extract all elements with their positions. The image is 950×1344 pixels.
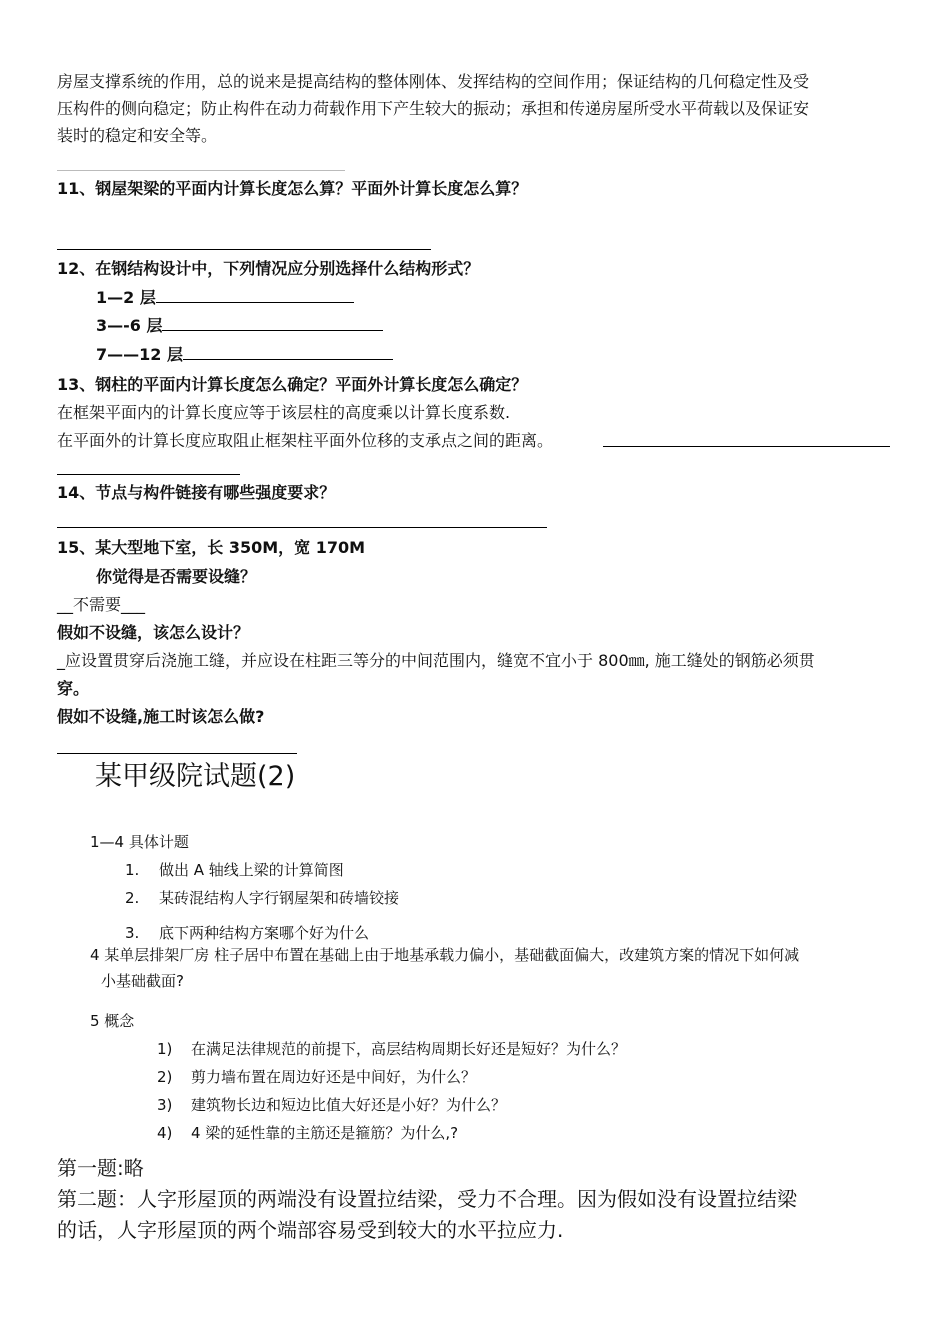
list-item-text: 某砖混结构人字行钢屋架和砖墙铰接	[159, 889, 400, 907]
q15-answer-2-line-2: 穿。	[57, 679, 90, 698]
q15-answer-2-line-1: _应设置贯穿后浇施工缝，并应设在柱距三等分的中间范围内，缝宽不宜小于 800㎜, 施工缝处的钢筋必须贯	[57, 651, 815, 670]
list-item	[125, 922, 369, 944]
answer-line	[57, 753, 297, 754]
concept-item	[157, 1038, 626, 1060]
q13-answer-2: 在平面外的计算长度应取阻止框架柱平面外位移的支承点之间的距离。	[57, 431, 554, 450]
item-4-line-2: 小基础截面?	[101, 972, 184, 990]
list-item-text: 底下两种结构方案哪个好为什么	[159, 924, 370, 942]
answer-second-line-2: 的话，人字形屋顶的两个端部容易受到较大的水平拉应力.	[57, 1218, 564, 1242]
intro-line-3: 装时的稳定和安全等。	[57, 126, 218, 145]
concept-item	[157, 1122, 458, 1144]
q15-answer: __不需要___	[57, 595, 146, 614]
concept-item	[157, 1066, 476, 1088]
q12-option-3-label: 7——12 层	[96, 345, 183, 364]
q12-option-2	[96, 313, 383, 339]
concept-text: 在满足法律规范的前提下，高层结构周期长好还是短好？为什么？	[191, 1040, 627, 1058]
q12-option-2-label: 3—-6 层	[96, 316, 163, 335]
question-12: 12、在钢结构设计中，下列情况应分别选择什么结构形式？	[57, 259, 480, 278]
concept-heading: 5 概念	[90, 1012, 135, 1030]
section-title: 某甲级院试题(2)	[95, 761, 296, 792]
q13-answer-1: 在框架平面内的计算长度应等于该层柱的高度乘以计算长度系数.	[57, 403, 511, 422]
list-item-number: 1.	[125, 861, 140, 879]
blank-line	[162, 314, 383, 331]
list-item	[125, 859, 344, 881]
question-14: 14、节点与构件链接有哪些强度要求？	[57, 483, 336, 502]
q12-option-1-label: 1—2 层	[96, 288, 156, 307]
q12-option-3	[96, 342, 393, 368]
concept-item	[157, 1094, 506, 1116]
answer-line	[603, 446, 890, 447]
answer-line	[57, 474, 240, 475]
concept-text: 剪力墙布置在周边好还是中间好，为什么？	[191, 1068, 477, 1086]
q12-option-1	[96, 285, 354, 311]
q15-question-2: 假如不设缝，该怎么设计？	[57, 623, 250, 642]
concept-text: 4 梁的延性靠的主筋还是箍筋？为什么,?	[191, 1124, 459, 1142]
group-heading: 1—4 具体计题	[90, 833, 189, 851]
concept-number: 4)	[157, 1124, 173, 1142]
concept-number: 1)	[157, 1040, 173, 1058]
concept-number: 2)	[157, 1068, 173, 1086]
intro-line-1: 房屋支撑系统的作用，总的说来是提高结构的整体刚体、发挥结构的空间作用；保证结构的几何稳定性及受	[57, 72, 810, 91]
question-13: 13、钢柱的平面内计算长度怎么确定？平面外计算长度怎么确定？	[57, 375, 528, 394]
answer-line	[57, 527, 547, 528]
list-item	[125, 887, 399, 909]
question-15: 15、某大型地下室，长 350M，宽 170M	[57, 538, 366, 557]
q15-question-3: 假如不设缝,施工时该怎么做?	[57, 707, 265, 726]
concept-number: 3)	[157, 1096, 173, 1114]
list-item-text: 做出 A 轴线上梁的计算简图	[159, 861, 344, 879]
divider	[57, 170, 345, 171]
item-4-line-1: 4 某单层排架厂房 柱子居中布置在基础上由于地基承载力偏小，基础截面偏大，改建筑方案的情况下如何减	[90, 946, 800, 964]
blank-line	[183, 343, 393, 360]
list-item-number: 3.	[125, 924, 140, 942]
answer-second-line-1: 第二题：人字形屋顶的两端没有设置拉结梁，受力不合理。因为假如没有设置拉结梁	[57, 1187, 797, 1211]
q15-subquestion: 你觉得是否需要设缝？	[96, 567, 257, 586]
blank-line	[156, 286, 354, 303]
question-11: 11、钢屋架梁的平面内计算长度怎么算？平面外计算长度怎么算？	[57, 179, 528, 198]
answer-line	[57, 249, 431, 250]
concept-text: 建筑物长边和短边比值大好还是小好？为什么？	[191, 1096, 507, 1114]
answer-first: 第一题:略	[57, 1156, 144, 1180]
list-item-number: 2.	[125, 889, 140, 907]
intro-line-2: 压构件的侧向稳定；防止构件在动力荷载作用下产生较大的振动；承担和传递房屋所受水平荷载以及保证安	[57, 99, 810, 118]
